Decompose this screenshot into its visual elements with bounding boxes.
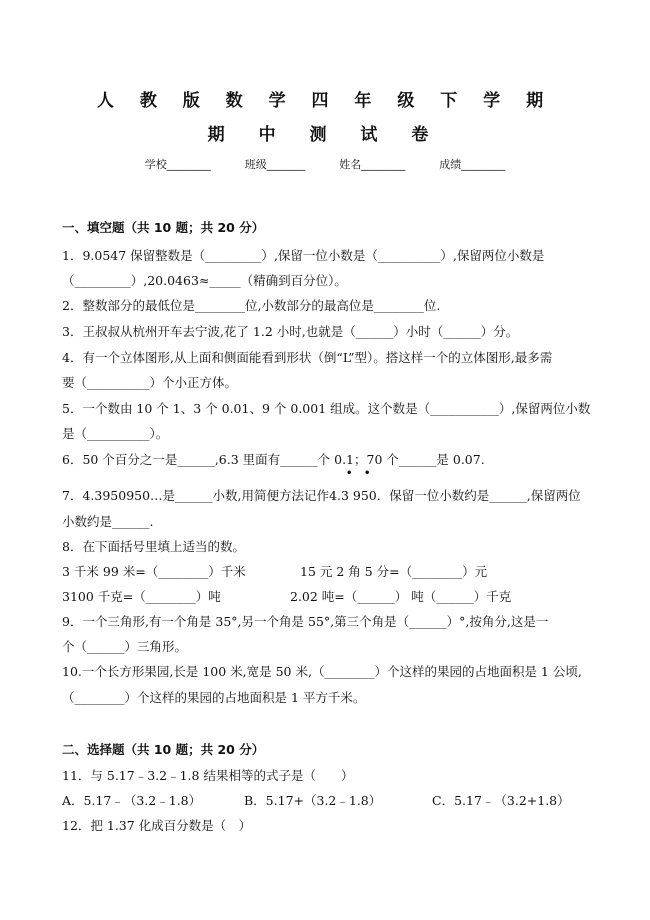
question-10-line-2: （________）个这样的果园的占地面积是 1 平方千米。 xyxy=(62,690,366,705)
question-11-option-b: B．5.17+（3.2﹣1.8） xyxy=(244,793,382,808)
question-5-line-2: 是（__________）。 xyxy=(62,426,169,441)
question-10-line-1: 10.一个长方形果园,长是 100 米,宽是 50 米,（________）个这样的果园的占地面积是 1 公顷, xyxy=(62,664,582,679)
exam-subtitle: 期 中 测 试 卷 xyxy=(207,125,443,145)
question-8-item-d: 2.02 吨=（______） 吨（______）千克 xyxy=(290,589,512,604)
question-5-line-1: 5．一个数由 10 个 1、3 个 0.01、9 个 0.001 组成。这个数是（___________）,保留两位小数 xyxy=(62,401,591,416)
repeating-dot-mark: • xyxy=(346,468,353,479)
question-11-option-c: C．5.17﹣（3.2+1.8） xyxy=(432,793,570,808)
question-7-line-1: 7．4.3950950…是______小数,用简便方法记作4.3 950．保留一位小数约是______,保留两位 xyxy=(62,488,581,503)
question-9-line-2: 个（______）三角形。 xyxy=(62,639,188,654)
exam-title: 人 教 版 数 学 四 年 级 下 学 期 xyxy=(96,91,554,111)
score-field: 成绩________ xyxy=(439,158,506,171)
question-3: 3．王叔叔从杭州开车去宁波,花了 1.2 小时,也就是（______）小时（______）分。 xyxy=(62,324,519,339)
question-11: 11．与 5.17﹣3.2﹣1.8 结果相等的式子是（ ） xyxy=(62,768,354,783)
question-8: 8．在下面括号里填上适当的数。 xyxy=(62,539,245,554)
question-2: 2．整数部分的最低位是________位,小数部分的最高位是________位. xyxy=(62,298,441,313)
question-7-line-2: 小数约是______. xyxy=(62,514,154,529)
question-8-item-a: 3 千米 99 米=（________）千米 xyxy=(62,564,246,579)
question-9-line-1: 9．一个三角形,有一个角是 35°,另一个角是 55°,第三个角是（______）°,按角分,这是一 xyxy=(62,614,549,629)
question-8-item-c: 3100 千克=（________）吨 xyxy=(62,589,221,604)
question-4-line-1: 4．有一个立体图形,从上面和侧面能看到形状（倒“L”型）。搭这样一个的立体图形,最多需 xyxy=(62,350,553,365)
name-field: 姓名________ xyxy=(339,158,406,171)
question-4-line-2: 要（__________）个小正方体。 xyxy=(62,375,238,390)
class-field: 班级_______ xyxy=(244,158,306,171)
repeating-dot-mark: • xyxy=(364,468,371,479)
section-heading-multiple-choice: 二、选择题（共 10 题；共 20 分） xyxy=(62,742,265,757)
question-11-option-a: A．5.17﹣（3.2﹣1.8） xyxy=(62,793,202,808)
question-12: 12．把 1.37 化成百分数是（ ） xyxy=(62,818,252,833)
question-1-line-1: 1．9.0547 保留整数是（_________）,保留一位小数是（__________）,保留两位小数是 xyxy=(62,248,545,263)
question-6: 6．50 个百分之一是______,6.3 里面有______个 0.1；70 个______是 0.07. xyxy=(62,452,485,467)
section-heading-fill-blank: 一、填空题（共 10 题；共 20 分） xyxy=(62,220,265,235)
question-1-line-2: （_________）,20.0463≈_____（精确到百分位）。 xyxy=(62,273,347,288)
question-8-item-b: 15 元 2 角 5 分=（________）元 xyxy=(300,564,488,579)
student-info-row xyxy=(0,156,650,172)
school-field: 学校________ xyxy=(144,158,211,171)
